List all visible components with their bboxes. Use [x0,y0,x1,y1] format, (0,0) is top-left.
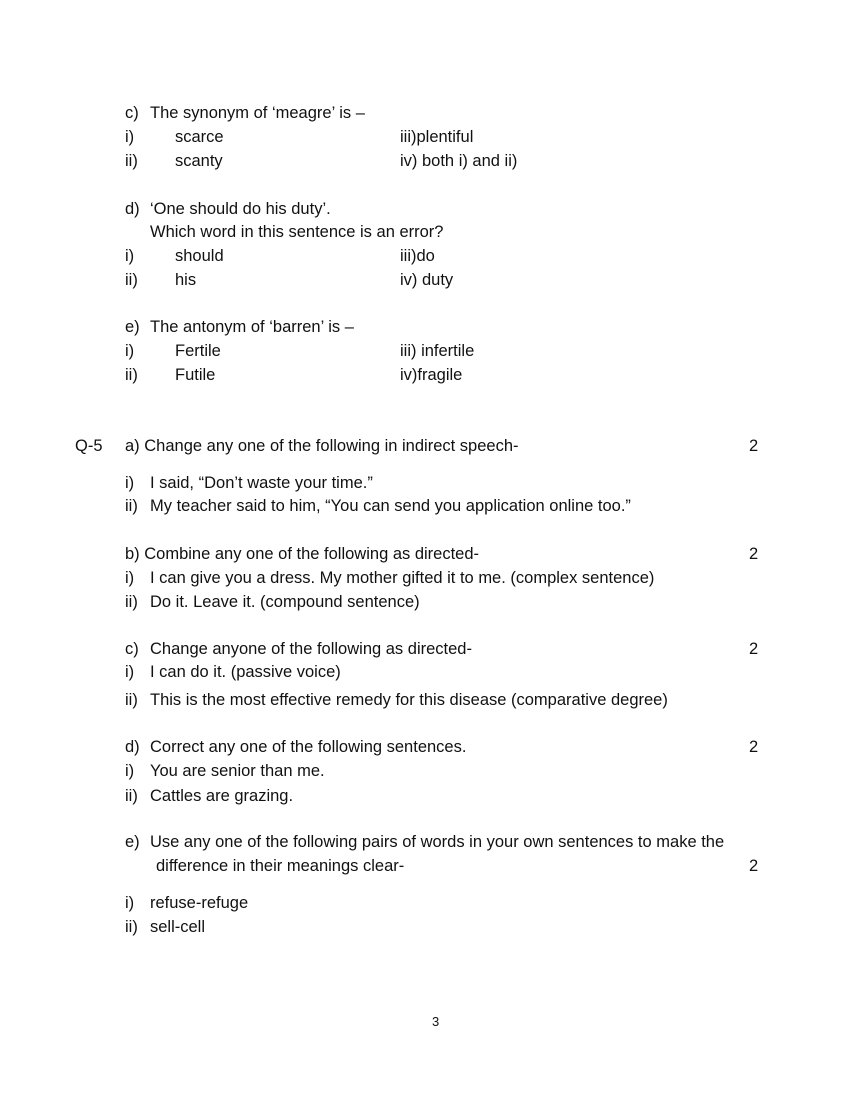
q5b-heading: b) Combine any one of the following as directed- [125,545,480,563]
q4c-opt3: iii)plentiful [400,128,474,146]
q4d-opt2: his [175,271,197,289]
q5e-i: refuse-refuge [150,894,249,912]
q4e-opt3: iii) infertile [400,342,475,360]
q5c-marks: 2 [749,640,759,658]
q5b-i-num: i) [125,569,135,587]
q5a-i-num: i) [125,474,135,492]
q4d-opt3: iii)do [400,247,435,265]
q5a-ii-num: ii) [125,497,138,515]
q4c-label: c) [125,104,139,122]
q5d-ii-num: ii) [125,787,138,805]
q4c-opt2-num: ii) [125,152,138,170]
q4e-opt1: Fertile [175,342,221,360]
q4c-opt1-num: i) [125,128,135,146]
q4c-stem: The synonym of ‘meagre’ is – [150,104,365,122]
q5a-i: I said, “Don’t waste your time.” [150,474,373,492]
q5e-label: e) [125,833,140,851]
q4c-opt2: scanty [175,152,223,170]
q5e-heading-line2: difference in their meanings clear- [156,857,405,875]
q5e-ii: sell-cell [150,918,206,936]
q4e-opt2: Futile [175,366,216,384]
q4c-opt4: iv) both i) and ii) [400,152,518,170]
q5e-marks: 2 [749,857,759,875]
q5c-ii: This is the most effective remedy for this disease (comparative degree) [150,691,668,709]
q5b-i: I can give you a dress. My mother gifted it to me. (complex sentence) [150,569,655,587]
q4e-opt2-num: ii) [125,366,138,384]
q5e-heading: Use any one of the following pairs of words in your own sentences to make the [150,833,725,851]
q5c-ii-num: ii) [125,691,138,709]
q4d-label: d) [125,200,140,218]
q5d-i-num: i) [125,762,135,780]
q5-number: Q-5 [75,437,103,455]
q5a-ii: My teacher said to him, “You can send you application online too.” [150,497,631,515]
q5e-i-num: i) [125,894,135,912]
q4d-stem: ‘One should do his duty’. [150,200,331,218]
q5d-label: d) [125,738,140,756]
q4d-opt2-num: ii) [125,271,138,289]
q5e-ii-num: ii) [125,918,138,936]
q5c-i-num: i) [125,663,135,681]
q4e-opt4: iv)fragile [400,366,463,384]
q4d-opt4: iv) duty [400,271,454,289]
q5d-marks: 2 [749,738,759,756]
q4d-stem-line2: Which word in this sentence is an error? [150,223,444,241]
q5d-heading: Correct any one of the following sentences. [150,738,467,756]
q5a-heading: a) Change any one of the following in indirect speech- [125,437,519,455]
q5d-ii: Cattles are grazing. [150,787,294,805]
q5a-marks: 2 [749,437,759,455]
q4e-label: e) [125,318,140,336]
q5c-i: I can do it. (passive voice) [150,663,341,681]
q5b-marks: 2 [749,545,759,563]
q4e-stem: The antonym of ‘barren’ is – [150,318,354,336]
q5d-i: You are senior than me. [150,762,325,780]
q5c-label: c) [125,640,139,658]
q4c-opt1: scarce [175,128,224,146]
q5b-ii: Do it. Leave it. (compound sentence) [150,593,420,611]
q4d-opt1-num: i) [125,247,135,265]
q4d-opt1: should [175,247,224,265]
page-number: 3 [432,1014,440,1029]
q5b-ii-num: ii) [125,593,138,611]
q5c-heading: Change anyone of the following as directed- [150,640,472,658]
q4e-opt1-num: i) [125,342,135,360]
